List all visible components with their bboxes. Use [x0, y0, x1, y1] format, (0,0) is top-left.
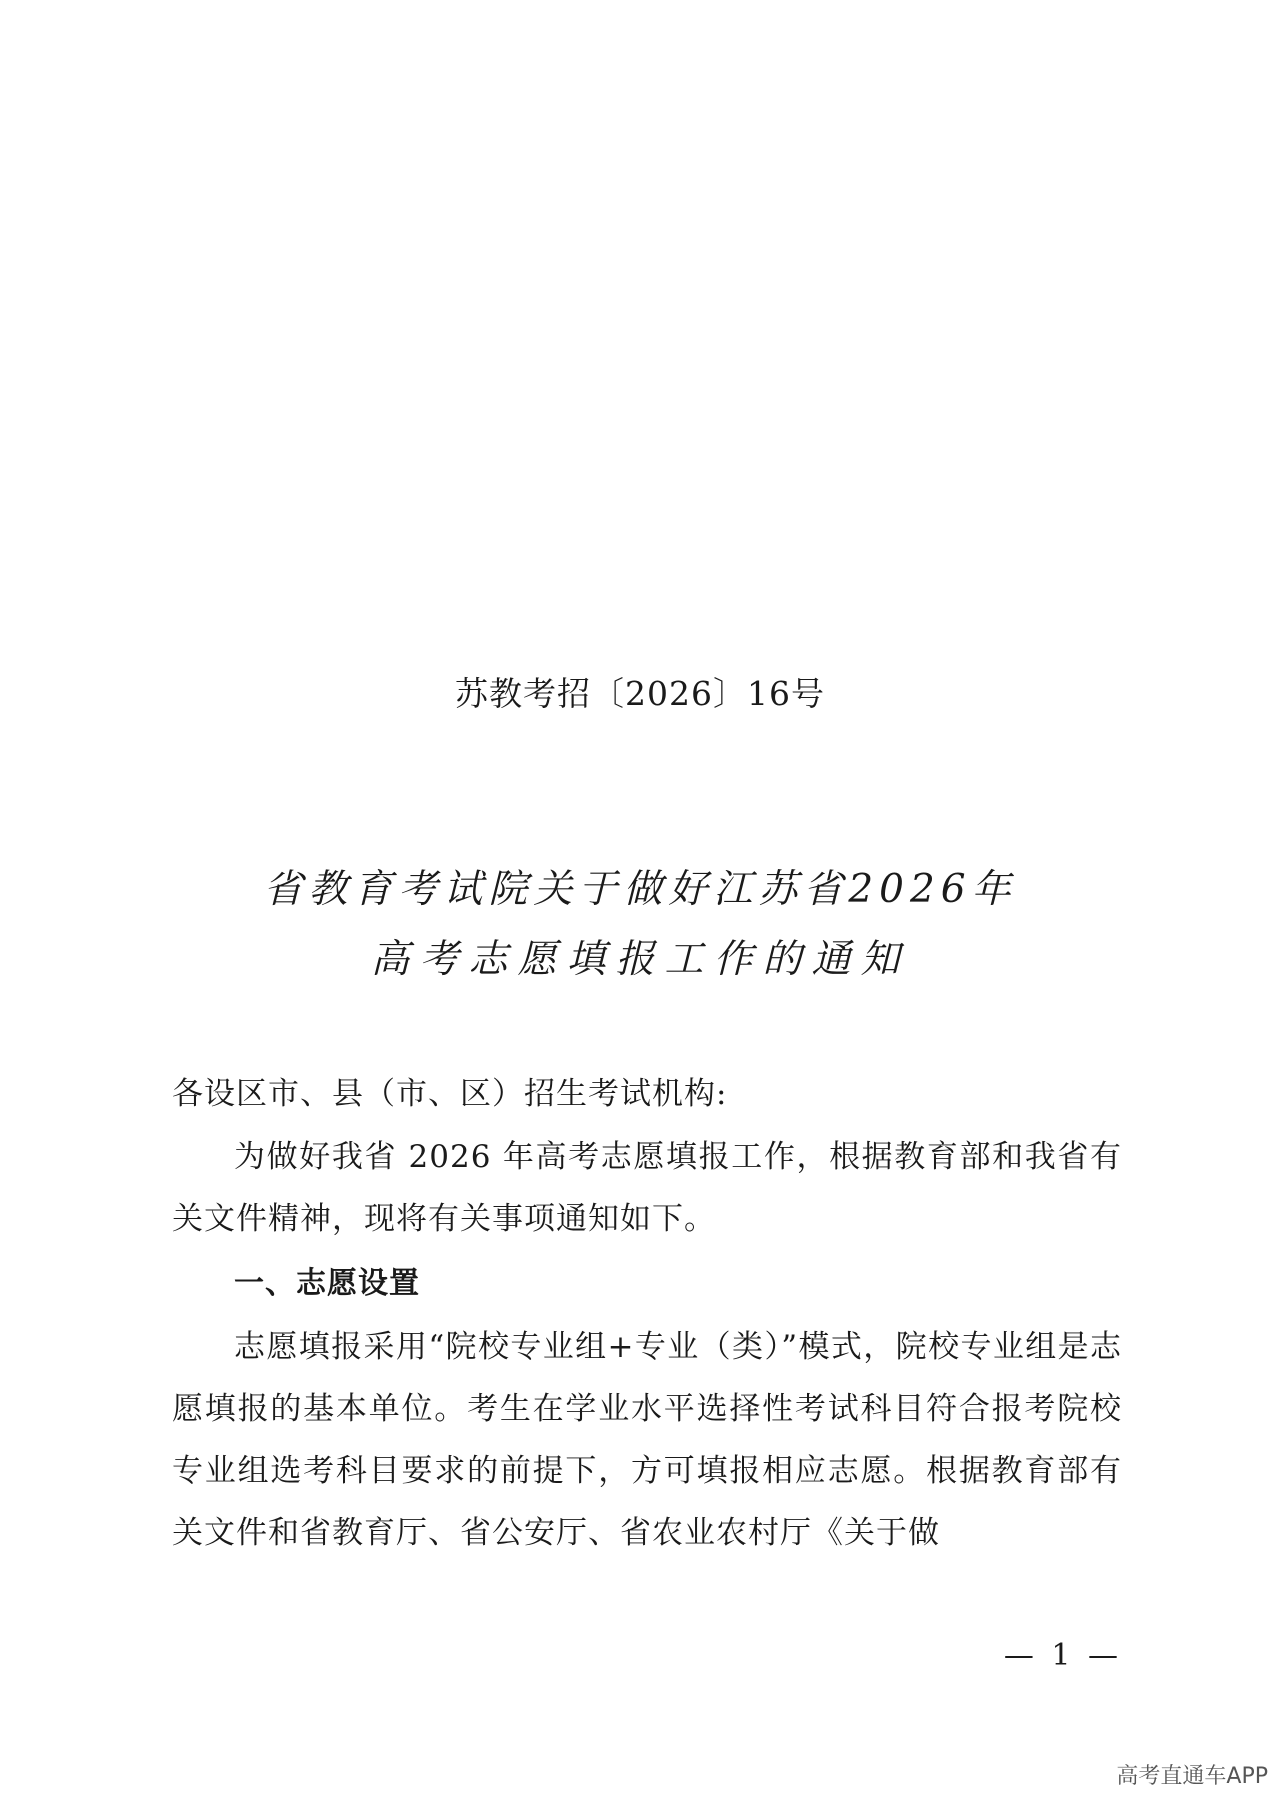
section-heading: 一、志愿设置: [234, 1266, 420, 1301]
body-paragraph: 志愿填报采用“院校专业组+专业（类）”模式，院校专业组是志愿填报的基本单位。考生在学业水平选择性考试科目符合报考院校专业组选考科目要求的前提下，方可填报相应志愿。根据教育部有关文件和省教育厅、省公安厅、省农业农村厅《关于做: [172, 1329, 1122, 1551]
page-number: — 1 —: [1003, 1638, 1122, 1673]
document-number: 苏教考招〔2026〕16号: [455, 674, 825, 713]
document-title-line-1: 省教育考试院关于做好江苏省2026年: [263, 867, 1017, 912]
document-title-line-2: 高考志愿填报工作的通知: [370, 937, 910, 982]
watermark: 高考直通车APP: [1116, 1764, 1268, 1789]
intro-paragraph: 为做好我省 2026 年高考志愿填报工作，根据教育部和我省有关文件精神，现将有关事项通知如下。: [172, 1139, 1122, 1237]
salutation: 各设区市、县（市、区）招生考试机构:: [172, 1076, 728, 1112]
